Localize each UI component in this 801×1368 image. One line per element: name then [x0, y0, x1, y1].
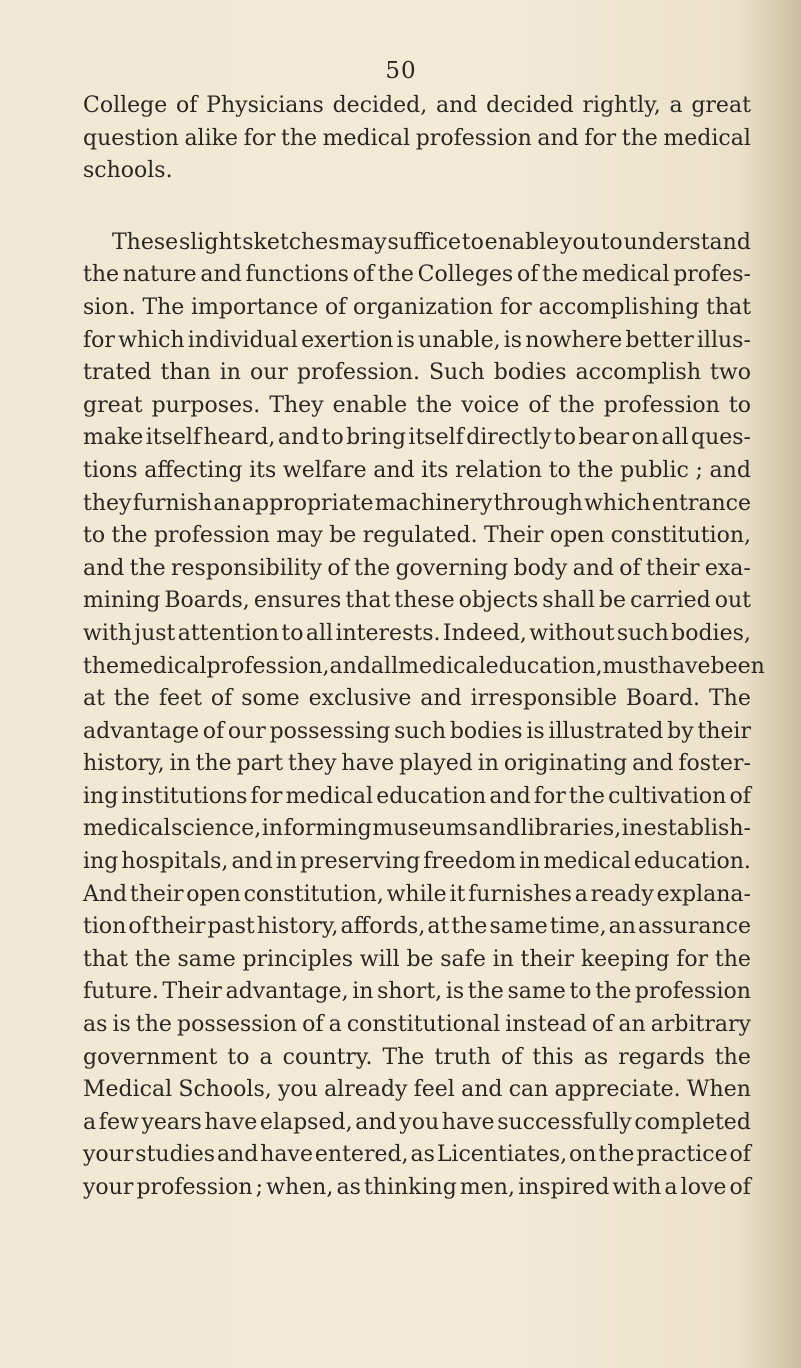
text-line: great purposes. They enable the voice of the profession to	[83, 392, 751, 418]
text-line: mining Boards, ensures that these objects shall be carried out	[83, 588, 751, 614]
text-line: medical science, in forming museums and libraries, in establish-	[83, 816, 751, 842]
text-line: the medical profession, and all medical education, must have been	[83, 653, 765, 679]
text-line: your studies and have entered, as Licentiates, on the practice of	[83, 1142, 751, 1168]
text-line: question alike for the medical profession and for the medical	[83, 125, 751, 151]
text-line: your profession ; when, as thinking men, inspired with a love of	[83, 1175, 751, 1200]
text-line: with just attention to all interests. Indeed, without such bodies,	[83, 620, 751, 646]
text-line: Medical Schools, you already feel and can appreciate. When	[83, 1077, 751, 1103]
text-line: sion. The importance of organization for accomplishing that	[83, 294, 751, 320]
paragraph-2	[83, 227, 765, 1205]
text-line: These slight sketches may suffice to enable you to understand	[112, 229, 751, 255]
text-line: the nature and functions of the Colleges of the medical profes-	[83, 262, 751, 288]
text-line: for which individual exertion is unable, is nowhere better illus-	[83, 327, 751, 353]
text-line: at the feet of some exclusive and irresponsible Board. The	[83, 686, 751, 712]
text-line: history, in the part they have played in originating and foster-	[83, 751, 751, 777]
text-line: schools.	[83, 158, 173, 184]
text-line: and the responsibility of the governing body and of their exa-	[83, 555, 751, 581]
text-line: a few years have elapsed, and you have successfully completed	[83, 1109, 751, 1135]
text-line: tion of their past history, affords, at the same time, an assurance	[83, 914, 751, 940]
body-text	[83, 90, 765, 1205]
text-line: that the same principles will be safe in their keeping for the	[83, 946, 751, 972]
text-line: make itself heard, and to bring itself directly to bear on all ques-	[83, 425, 751, 451]
page-number: 50	[385, 58, 417, 84]
text-line: ing institutions for medical education and for the cultivation of	[83, 783, 751, 809]
text-line: And their open constitution, while it furnishes a ready explana-	[83, 881, 751, 907]
text-line: future. Their advantage, in short, is the same to the profession	[83, 979, 751, 1005]
text-line: ing hospitals, and in preserving freedom in medical education.	[83, 849, 751, 875]
text-line: to the profession may be regulated. Their open constitution,	[83, 523, 751, 549]
paragraph-1	[83, 90, 751, 188]
text-line: trated than in our profession. Such bodies accomplish two	[83, 360, 751, 386]
text-line: they furnish an appropriate machinery through which entrance	[83, 490, 751, 516]
text-line: advantage of our possessing such bodies is illustrated by their	[83, 718, 751, 744]
text-line: as is the possession of a constitutional instead of an arbitrary	[83, 1012, 751, 1038]
text-line: government to a country. The truth of this as regards the	[83, 1044, 751, 1070]
text-line: College of Physicians decided, and decided rightly, a great	[83, 93, 751, 118]
paragraph-gap	[83, 188, 751, 227]
text-line: tions affecting its welfare and its relation to the public ; and	[83, 457, 751, 483]
